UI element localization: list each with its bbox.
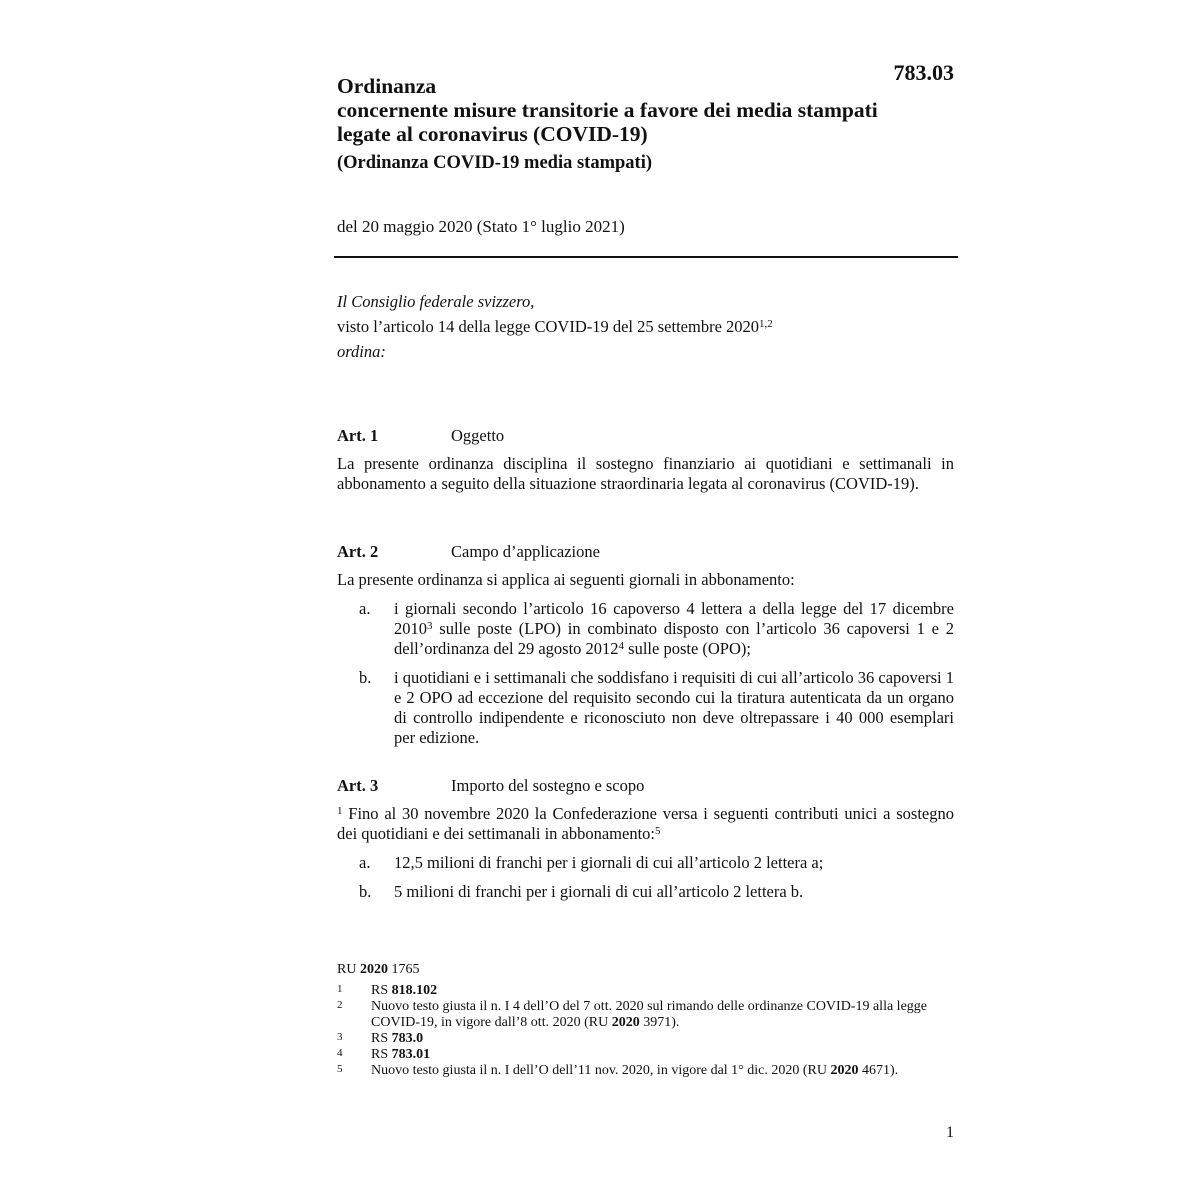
article-text xyxy=(337,804,954,844)
official-compilation-ref xyxy=(337,962,419,978)
article-heading xyxy=(337,542,600,562)
preamble xyxy=(337,289,773,364)
footnote-mark: 3 xyxy=(337,1031,343,1043)
paragraph-number: 1 xyxy=(337,805,343,817)
title-line: legate al coronavirus (COVID-19) xyxy=(337,122,648,146)
footnotes xyxy=(337,983,957,1079)
ordains: ordina: xyxy=(337,342,386,361)
article-heading xyxy=(337,776,644,796)
footnote xyxy=(337,1047,957,1063)
list-text: i quotidiani e i settimanali che soddisfano i requisiti di cui all’articolo 36 capoversi 1 e 2 OPO ad eccezione del requisito secondo cui la tiratura autenticata da un organo di controllo indipendente e riconosciuto non deve oltrepassare i 40 000 esemplari per edizione. xyxy=(394,668,954,747)
issuer: Il Consiglio federale svizzero, xyxy=(337,292,535,311)
footnote-ru-year: 2020 xyxy=(611,1015,640,1030)
ru-page: 1765 xyxy=(391,962,420,977)
list-letter: b. xyxy=(359,668,372,687)
title-line: Ordinanza xyxy=(337,74,437,98)
article-number: Art. 1 xyxy=(337,426,379,445)
footnote-text: 3971). xyxy=(639,1015,680,1030)
footnote-ref[interactable]: 5 xyxy=(655,825,661,837)
article-title: Oggetto xyxy=(451,426,505,445)
legal-basis-text: visto l’articolo 14 della legge COVID-19 del 25 settembre 2020 xyxy=(337,317,760,336)
footnote-mark: 2 xyxy=(337,999,343,1011)
list-text-part: sulle poste (LPO) in combinato disposto con l’articolo 36 capoversi 1 e 2 dell’ordinanza del 29 agosto 2012 xyxy=(394,619,954,658)
article-number: Art. 3 xyxy=(337,776,379,795)
footnote xyxy=(337,1031,957,1047)
list-text: 5 milioni di franchi per i giornali di cui all’articolo 2 lettera b. xyxy=(394,882,804,901)
ru-prefix: RU xyxy=(337,962,357,977)
footnote-mark: 1 xyxy=(337,983,343,995)
footnote-mark: 4 xyxy=(337,1047,343,1059)
ordinance-title xyxy=(337,74,957,174)
footnote xyxy=(337,999,957,1031)
article-title: Importo del sostegno e scopo xyxy=(451,776,645,795)
footnote-text: RS xyxy=(371,1047,392,1062)
ru-year: 2020 xyxy=(359,962,388,977)
footnote-ru-year: 2020 xyxy=(830,1063,859,1078)
list-text: 12,5 milioni di franchi per i giornali di cui all’articolo 2 lettera a; xyxy=(394,853,824,872)
date-status-line: del 20 maggio 2020 (Stato 1° luglio 2021) xyxy=(337,217,625,236)
footnote-text: Nuovo testo giusta il n. I dell’O dell’11 nov. 2020, in vigore dal 1° dic. 2020 (RU xyxy=(371,1063,831,1078)
footnote xyxy=(337,1063,957,1079)
article-text: La presente ordinanza disciplina il sostegno finanziario ai quotidiani e settimanali in abbonamento a seguito della situazione straordinaria legata al coronavirus (COVID-19). xyxy=(337,454,954,493)
article-intro: Fino al 30 novembre 2020 la Confederazione versa i seguenti contributi unici a sostegno dei quotidiani e dei settimanali in abbonamento: xyxy=(337,804,954,843)
article-number: Art. 2 xyxy=(337,542,379,561)
footnote-sr-number: 783.0 xyxy=(391,1031,424,1046)
footnote-text: RS xyxy=(371,1031,392,1046)
footnote-sr-number: 818.102 xyxy=(391,983,438,998)
article-intro: La presente ordinanza si applica ai seguenti giornali in abbonamento: xyxy=(337,570,795,589)
footnote-text: 4671). xyxy=(858,1063,899,1078)
footnote xyxy=(337,983,957,999)
article-title: Campo d’applicazione xyxy=(451,542,600,561)
list-text-part: sulle poste (OPO); xyxy=(624,639,751,658)
footnote-sr-number: 783.01 xyxy=(391,1047,431,1062)
footnote-ref[interactable]: 4 xyxy=(618,640,625,652)
sr-number: 783.03 xyxy=(893,60,954,85)
list-letter: a. xyxy=(359,853,371,872)
footnote-ref[interactable]: 3 xyxy=(427,620,433,632)
legal-basis xyxy=(337,314,773,339)
list-text xyxy=(394,599,954,659)
page-number: 1 xyxy=(946,1124,954,1141)
article-heading xyxy=(337,426,504,446)
title-line: concernente misure transitorie a favore dei media stampati xyxy=(337,98,878,122)
footnote-mark: 5 xyxy=(337,1063,343,1075)
short-title: (Ordinanza COVID-19 media stampati) xyxy=(337,153,653,173)
footnote-text: RS xyxy=(371,983,392,998)
list-text-part: i giornali secondo l’articolo 16 capoverso 4 lettera a della legge del 17 dicembre 2010 xyxy=(394,599,954,638)
list-letter: a. xyxy=(359,599,371,618)
footnote-text: Nuovo testo giusta il n. I 4 dell’O del 7 ott. 2020 sul rimando delle ordinanze COVID-19 alla legge COVID-19, in vigore dall’8 ott. 2020 (RU xyxy=(371,999,927,1030)
list-letter: b. xyxy=(359,882,372,901)
footnote-ref[interactable]: 1,2 xyxy=(759,318,773,330)
header-divider xyxy=(334,256,958,258)
